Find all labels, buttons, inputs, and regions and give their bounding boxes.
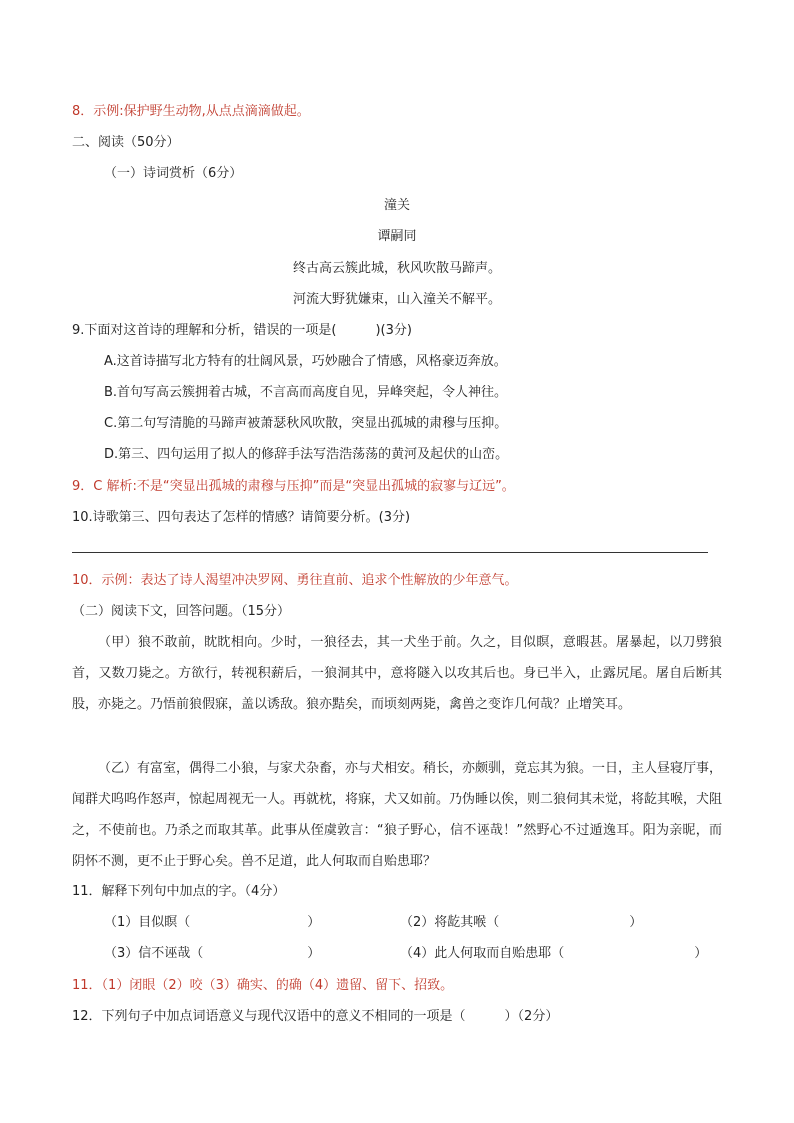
poem-title: 潼关 (383, 198, 410, 213)
q11-item-2: （2）将龁其喉（ ） (400, 915, 643, 930)
q10-answer: 10．示例：表达了诗人渴望冲决罗网、勇往直前、追求个性解放的少年意气。 (72, 573, 518, 588)
q9-option-b: B.首句写高云簇拥着古城，不言高而高度自见，异峰突起，令人神往。 (104, 385, 508, 400)
q11-item-1: （1）目似瞑（ ） (104, 915, 321, 930)
q11-item-3: （3）信不诬哉（ ） (104, 946, 321, 961)
poem-line-1: 终古高云簇此城，秋风吹散马蹄声。 (292, 261, 501, 276)
q9-stem: 9.下面对这首诗的理解和分析，错误的一项是( )(3分) (72, 323, 412, 338)
q10-stem: 10.诗歌第三、四句表达了怎样的情感？请简要分析。(3分) (72, 510, 411, 525)
answer-line (72, 552, 708, 553)
q11-stem: 11．解释下列句中加点的字。（4分） (72, 884, 286, 899)
passage-b: （乙）有富室，偶得二小狼，与家犬杂畜，亦与犬相安。稍长，亦颇驯，竟忘其为狼。一日，主人昼寝厅事，闻群犬呜呜作怒声，惊起周视无一人。再就枕，将寐，犬又如前。乃伪睡以俟，则二狼伺其未觉，将龁其喉，犬阻之，不使前也。乃杀之而取其革。此事从侄虞敦言：“狼子野心，信不诬哉！”然野心不过遁逸耳。阳为亲昵，而阴怀不测，更不止于野心矣。兽不足道，此人何取而自贻患耶？ (72, 761, 723, 869)
q9-option-a: A.这首诗描写北方特有的壮阔风景，巧妙融合了情感，风格豪迈奔放。 (104, 354, 507, 369)
q9-option-d: D.第三、四句运用了拟人的修辞手法写浩浩荡荡的黄河及起伏的山峦。 (104, 447, 509, 462)
q11-answer: 11．（1）闭眼（2）咬（3）确实、的确（4）遗留、留下、招致。 (72, 978, 454, 993)
q8-answer: 8．示例:保护野生动物,从点点滴滴做起。 (72, 104, 310, 119)
part2-heading: （二）阅读下文，回答问题。（15分） (72, 604, 291, 619)
q12-stem: 12．下列句子中加点词语意义与现代汉语中的意义不相同的一项是（ ）（2分） (72, 1009, 559, 1024)
q9-option-c: C.第二句写清脆的马蹄声被萧瑟秋风吹散，突显出孤城的肃穆与压抑。 (104, 416, 508, 431)
q11-item-4: （4）此人何取而自贻患耶（ ） (400, 946, 708, 961)
poem-line-2: 河流大野犹嫌束，山入潼关不解平。 (292, 292, 501, 307)
part1-heading: （一）诗词赏析（6分） (104, 166, 243, 181)
section2-heading: 二、阅读（50分） (72, 135, 180, 150)
poem-author: 谭嗣同 (377, 229, 417, 244)
q9-answer: 9．C 解析:不是“突显出孤城的肃穆与压抑”而是“突显出孤城的寂寥与辽远”。 (72, 479, 515, 494)
passage-a: （甲）狼不敢前，眈眈相向。少时，一狼径去，其一犬坐于前。久之，目似瞑，意暇甚。屠暴起，以刀劈狼首，又数刀毙之。方欲行，转视积薪后，一狼洞其中，意将隧入以攻其后也。身已半入，止露尻尾。屠自后断其股，亦毙之。乃悟前狼假寐，盖以诱敌。狼亦黠矣，而顷刻两毙，禽兽之变诈几何哉？止增笑耳。 (72, 635, 722, 712)
